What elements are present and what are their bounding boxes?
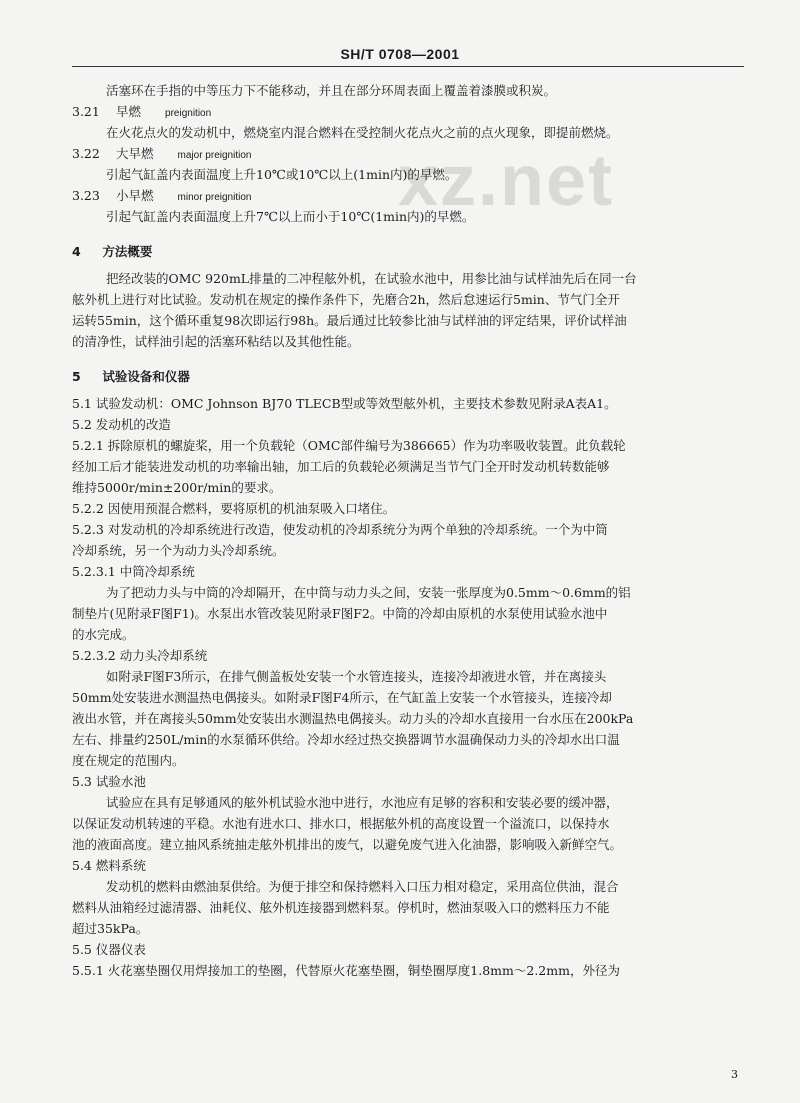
paragraph-line: 维持5000r/min±200r/min的要求。 <box>72 480 282 495</box>
term-en: minor preignition <box>177 192 252 203</box>
section-heading-5 <box>72 366 744 387</box>
paragraph-line: 把经改装的OMC 920mL排量的二冲程舷外机，在试验水池中，用参比油与试样油先后在同一台 <box>106 271 637 286</box>
clause-5-5-1: 5.5.1 火花塞垫圈仅用焊接加工的垫圈，代替原火花塞垫圈，铜垫圈厚度1.8mm～2.2mm，外径为 <box>72 963 620 978</box>
clause-5-2-2: 5.2.2 因使用预混合燃料，要将原机的机油泵吸入口堵住。 <box>72 501 396 516</box>
paragraph-line: 液出水管，并在离接头50mm处安装出水测温热电偶接头。动力头的冷却水直接用一台水压在200kPa <box>72 711 634 726</box>
clause-5-3: 5.3 试验水池 <box>72 774 146 789</box>
term-definition: 在火花点火的发动机中，燃烧室内混合燃料在受控制火花点火之前的点火现象，即提前燃烧。 <box>106 125 619 140</box>
section-title: 试验设备和仪器 <box>102 369 190 384</box>
term-number: 3.23 <box>72 188 100 203</box>
paragraph-line: 超过35kPa。 <box>72 921 149 936</box>
paragraph-line: 运转55min，这个循环重复98次即运行98h。最后通过比较参比油与试样油的评定结果，评价试样油 <box>72 313 627 328</box>
section-number: 5 <box>72 369 81 384</box>
paragraph-line: 发动机的燃料由燃油泵供给。为便于排空和保持燃料入口压力相对稳定，采用高位供油，混合 <box>106 879 619 894</box>
term-3-23 <box>72 185 744 206</box>
page-number: 3 <box>731 1068 738 1081</box>
term-en: preignition <box>165 108 212 119</box>
standard-code: SH/T 0708—2001 <box>340 46 460 62</box>
clause-5-2: 5.2 发动机的改造 <box>72 417 171 432</box>
clause-5-1: 5.1 试验发动机：OMC Johnson BJ70 TLECB型或等效型舷外机，主要技术参数见附录A表A1。 <box>72 396 617 411</box>
paragraph-line: 50mm处安装进水测温热电偶接头。如附录F图F4所示，在气缸盖上安装一个水管接头，连接冷却 <box>72 690 612 705</box>
term-definition: 引起气缸盖内表面温度上升7℃以上而小于10℃(1min内)的早燃。 <box>106 209 475 224</box>
paragraph-line: 度在规定的范围内。 <box>72 753 185 768</box>
paragraph-line: 池的液面高度。建立抽风系统抽走舷外机排出的废气，以避免废气进入化油器，影响吸入新鲜空气。 <box>72 837 623 852</box>
paragraph-line: 冷却系统，另一个为动力头冷却系统。 <box>72 543 285 558</box>
paragraph-line: 燃料从油箱经过滤清器、油耗仪、舷外机连接器到燃料泵。停机时，燃油泵吸入口的燃料压力不能 <box>72 900 610 915</box>
paragraph-line: 经加工后才能装进发动机的功率输出轴，加工后的负载轮必须满足当节气门全开时发动机转数能够 <box>72 459 610 474</box>
paragraph-line: 活塞环在手指的中等压力下不能移动，并且在部分环周表面上覆盖着漆膜或积炭。 <box>106 83 557 98</box>
paragraph-line: 的清净性，试样油引起的活塞环粘结以及其他性能。 <box>72 334 360 349</box>
clause-5-2-3-1: 5.2.3.1 中筒冷却系统 <box>72 564 195 579</box>
clause-5-5: 5.5 仪器仪表 <box>72 942 146 957</box>
document-body <box>72 80 744 981</box>
paragraph-line: 的水完成。 <box>72 627 135 642</box>
section-title: 方法概要 <box>102 244 153 259</box>
paragraph-line: 舷外机上进行对比试验。发动机在规定的操作条件下，先磨合2h，然后怠速运行5min、节气门全开 <box>72 292 620 307</box>
paragraph-line: 以保证发动机转速的平稳。水池有进水口、排水口，根据舷外机的高度设置一个溢流口，以保持水 <box>72 816 610 831</box>
clause-5-2-1: 5.2.1 拆除原机的螺旋桨，用一个负载轮（OMC部件编号为386665）作为功率吸收装置。此负载轮 <box>72 438 626 453</box>
paragraph-line: 如附录F图F3所示，在排气侧盖板处安装一个水管连接头，连接冷却液进水管，并在离接头 <box>106 669 607 684</box>
clause-5-2-3-2: 5.2.3.2 动力头冷却系统 <box>72 648 208 663</box>
clause-5-2-3: 5.2.3 对发动机的冷却系统进行改造，使发动机的冷却系统分为两个单独的冷却系统。一个为中筒 <box>72 522 608 537</box>
paragraph-line: 左右、排量约250L/min的水泵循环供给。冷却水经过热交换器调节水温确保动力头的冷却水出口温 <box>72 732 620 747</box>
term-3-21 <box>72 101 744 122</box>
paragraph-line: 试验应在具有足够通风的舷外机试验水池中进行，水池应有足够的容积和安装必要的缓冲器， <box>106 795 619 810</box>
section-number: 4 <box>72 244 81 259</box>
section-heading-4 <box>72 241 744 262</box>
term-en: major preignition <box>177 150 252 161</box>
term-number: 3.22 <box>72 146 100 161</box>
watermark: xz.net <box>398 141 615 221</box>
term-3-22 <box>72 143 744 164</box>
paragraph-line: 制垫片(见附录F图F1)。水泵出水管改装见附录F图F2。中筒的冷却由原机的水泵使用试验水池中 <box>72 606 608 621</box>
term-cn: 小早燃 <box>116 188 154 203</box>
term-definition: 引起气缸盖内表面温度上升10℃或10℃以上(1min内)的早燃。 <box>106 167 458 182</box>
term-cn: 大早燃 <box>116 146 154 161</box>
header-divider <box>72 66 744 67</box>
clause-5-4: 5.4 燃料系统 <box>72 858 146 873</box>
term-cn: 早燃 <box>116 104 142 119</box>
term-number: 3.21 <box>72 104 100 119</box>
paragraph-line: 为了把动力头与中筒的冷却隔开，在中筒与动力头之间，安装一张厚度为0.5mm～0.6mm的铝 <box>106 585 631 600</box>
